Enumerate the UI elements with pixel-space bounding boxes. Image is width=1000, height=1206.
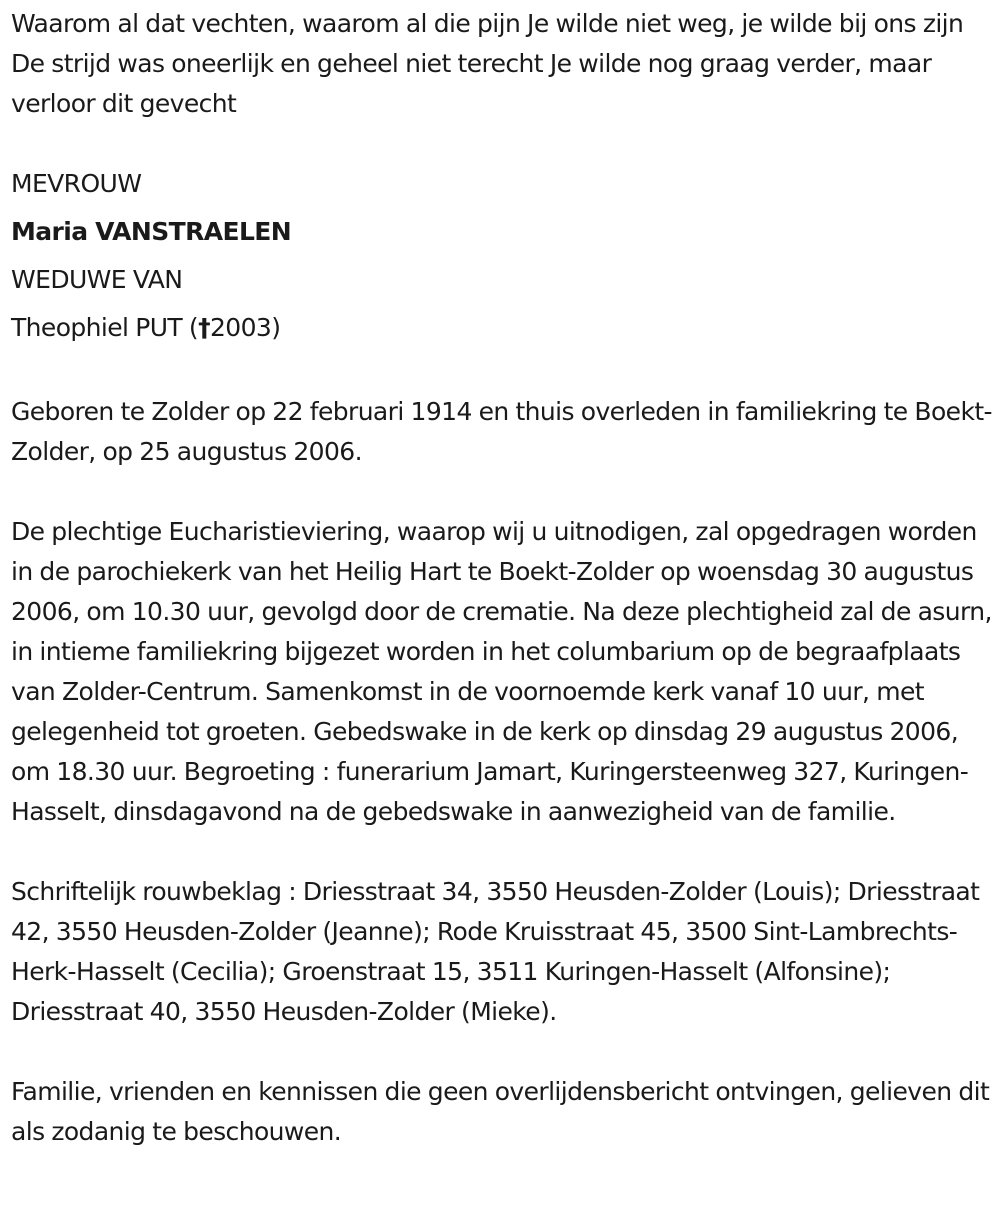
closing-paragraph: Familie, vrienden en kennissen die geen overlijdensbericht ontvingen, gelieven dit als zodanig te beschouwen.: [11, 1077, 990, 1146]
deceased-name: Maria VANSTRAELEN: [11, 217, 292, 246]
poem-text: Waarom al dat vechten, waarom al die pijn Je wilde niet weg, je wilde bij ons zijn De strijd was oneerlijk en geheel niet terecht Je wilde nog graag verder, maar verloor dit gevecht: [11, 9, 964, 118]
relation-label: WEDUWE VAN: [11, 265, 183, 294]
honorific: MEVROUW: [11, 169, 142, 198]
spouse-death-year: 2003): [209, 313, 281, 342]
spouse-line: [11, 304, 996, 352]
deceased-heading: [11, 160, 996, 352]
condolences-paragraph: Schriftelijk rouwbeklag : Driesstraat 34, 3550 Heusden-Zolder (Louis); Driesstraat 42, 3550 Heusden-Zolder (Jeanne); Rode Kruisstraat 45, 3500 Sint-Lambrechts-Herk-Hasselt (Cecilia); Groenstraat 15, 3511 Kuringen-Hasselt (Alfonsine); Driesstraat 40, 3550 Heusden-Zolder (Mieke).: [11, 877, 980, 1026]
ceremony-paragraph: De plechtige Eucharistieviering, waarop wij u uitnodigen, zal opgedragen worden in de parochiekerk van het Heilig Hart te Boekt-Zolder op woensdag 30 augustus 2006, om 10.30 uur, gevolgd door de crematie. Na deze plechtigheid zal de asurn, in intieme familiekring bijgezet worden in het columbarium op de begraafplaats van Zolder-Centrum. Samenkomst in de voornoemde kerk vanaf 10 uur, met gelegenheid tot groeten. Gebedswake in de kerk op dinsdag 29 augustus 2006, om 18.30 uur. Begroeting : funerarium Jamart, Kuringersteenweg 327, Kuringen-Hasselt, dinsdagavond na de gebedswake in aanwezigheid van de familie.: [11, 517, 992, 826]
birth-death-paragraph: Geboren te Zolder op 22 februari 1914 en thuis overleden in familiekring te Boekt-Zolder, op 25 augustus 2006.: [11, 397, 992, 466]
spouse-name: Theophiel PUT (: [11, 313, 199, 342]
cross-icon: †: [198, 313, 210, 342]
obituary-notice: [11, 4, 996, 1152]
